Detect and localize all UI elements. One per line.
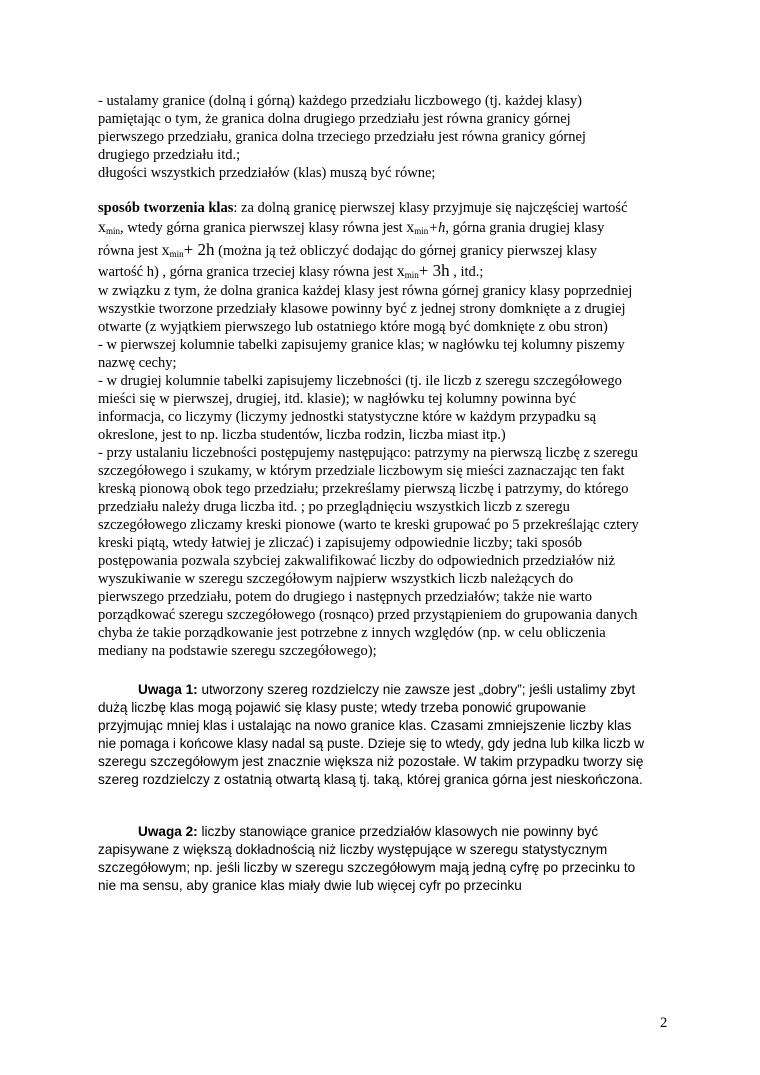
text-line: w związku z tym, że dolna granica każdej klasy jest równa górnej granicy klasy poprzedniej <box>98 283 633 299</box>
note2-line: nie ma sensu, aby granice klas miały dwie lub więcej cyfr po przecinku <box>98 878 522 893</box>
text-line: wyszukiwanie w szeregu szczegółowym najpierw wszystkich liczb należących do <box>98 571 574 587</box>
note2-label: Uwaga 2: <box>138 824 198 839</box>
text-line: pamiętając o tym, że granica dolna drugiego przedziału jest równa granicy górnej <box>98 111 571 127</box>
text-line: pierwszego przedziału, potem do drugiego i następnych przedziałów; także nie warto <box>98 589 593 605</box>
text-line: chyba że takie porządkowanie jest potrzebne z innych względów (np. w celu obliczenia <box>98 625 606 641</box>
text-line: kreską pionową obok tego przedziału; przekreślamy pierwszą liczbę i patrzymy, do którego <box>98 481 629 497</box>
note1-line: nie pomaga i końcowe klasy nadal są puste. Dzieje się to wtedy, gdy jedna lub kilka liczb w <box>98 736 645 751</box>
method-line-4: wartość h) , górna granica trzeciej klasy równa jest $x_{min}+ 3h$ , itd.; <box>98 261 484 280</box>
method-line-2: $x_{min}$, wtedy górna granica pierwszej klasy równa jest $x_{min}+h$, górna grania drugiej klasy <box>98 219 605 236</box>
method-heading: sposób tworzenia klas <box>98 200 234 216</box>
text-line: szczegółowego zliczamy kreski pionowe (warto te kreski grupować po 5 przekreślając cztery <box>98 517 639 533</box>
note2-line: szczegółowym; np. jeśli liczby w szeregu szczegółowym mają jedną cyfrę po przecinku to <box>98 860 636 875</box>
text-line: otwarte (z wyjątkiem pierwszego lub ostatniego które mogą być domknięte z obu stron) <box>98 319 608 335</box>
note1-line: szeregu szczegółowym jest znacznie większa niż pozostałe. W takim przypadku tworzy się <box>98 754 644 769</box>
note1-first-line: Uwaga 1: utworzony szereg rozdzielczy nie zawsze jest „dobry”; jeśli ustalimy zbyt <box>138 682 636 697</box>
note1-line: szereg rozdzielczy z ostatnią otwartą klasą tj. taką, której granica górna jest nieskończona. <box>98 772 643 787</box>
text-line: porządkować szeregu szczegółowego (rosnąco) przed przystąpieniem do grupowania danych <box>98 607 638 623</box>
text-line: - w drugiej kolumnie tabelki zapisujemy liczebności (tj. ile liczb z szeregu szczegółowego <box>98 373 622 389</box>
text-line: szczegółowego i szukamy, w którym przedziale liczbowym się mieści zaznaczając ten fakt <box>98 463 625 479</box>
text-line: nazwę cechy; <box>98 355 177 371</box>
text-line: kreski piątą, wtedy łatwiej je zliczać) i zapisujemy odpowiednie liczby; taki sposób <box>98 535 582 551</box>
text-line: mediany na podstawie szeregu szczegółowego); <box>98 643 377 659</box>
text-line: wszystkie tworzone przedziały klasowe powinny być z jednej strony domknięte a z drugiej <box>98 301 626 317</box>
text-line: - ustalamy granice (dolną i górną) każdego przedziału liczbowego (tj. każdej klasy) <box>98 93 582 109</box>
method-line-3: równa jest $x_{min}+ 2h$ (można ją też obliczyć dodając do górnej granicy pierwszej klasy <box>98 240 597 259</box>
note1-label: Uwaga 1: <box>138 682 198 697</box>
text-line: pierwszego przedziału, granica dolna trzeciego przedziału jest równa granicy górnej <box>98 129 586 145</box>
text-line: długości wszystkich przedziałów (klas) muszą być równe; <box>98 165 436 181</box>
text-line: okreslone, jest to np. liczba studentów, liczba rodzin, liczba miast itp.) <box>98 427 506 443</box>
note2-first-line: Uwaga 2: liczby stanowiące granice przedziałów klasowych nie powinny być <box>138 824 599 839</box>
note2-line: zapisywane z większą dokładnością niż liczby występujące w szeregu statystycznym <box>98 842 608 857</box>
text-line: przedziału należy druga liczba itd. ; po przeglądnięciu wszystkich liczb z szeregu <box>98 499 570 515</box>
note1-line: przyjmując mniej klas i ustalając na nowo granice klas. Czasami zmniejszenie liczby klas <box>98 718 632 733</box>
text-line: - w pierwszej kolumnie tabelki zapisujemy granice klas; w nagłówku tej kolumny piszemy <box>98 337 625 353</box>
text-line: mieści się w pierwszej, drugiej, itd. klasie); w nagłówku tej kolumny powinna być <box>98 391 576 407</box>
note1-line: dużą liczbę klas mogą pojawić się klasy puste; wtedy trzeba ponowić grupowanie <box>98 700 587 715</box>
text-line: informacja, co liczymy (liczymy jednostki statystyczne które w każdym przypadku są <box>98 409 597 425</box>
page-number: 2 <box>660 1015 668 1031</box>
text-line: drugiego przedziału itd.; <box>98 147 241 163</box>
method-line-1: sposób tworzenia klas: za dolną granicę pierwszej klasy przyjmuje się najczęściej wartość <box>98 200 628 216</box>
text-line: - przy ustalaniu liczebności postępujemy następująco: patrzymy na pierwszą liczbę z szeregu <box>98 445 638 461</box>
text-line: postępowania pozwala szybciej zakwalifikować liczby do odpowiednich przedziałów niż <box>98 553 615 569</box>
